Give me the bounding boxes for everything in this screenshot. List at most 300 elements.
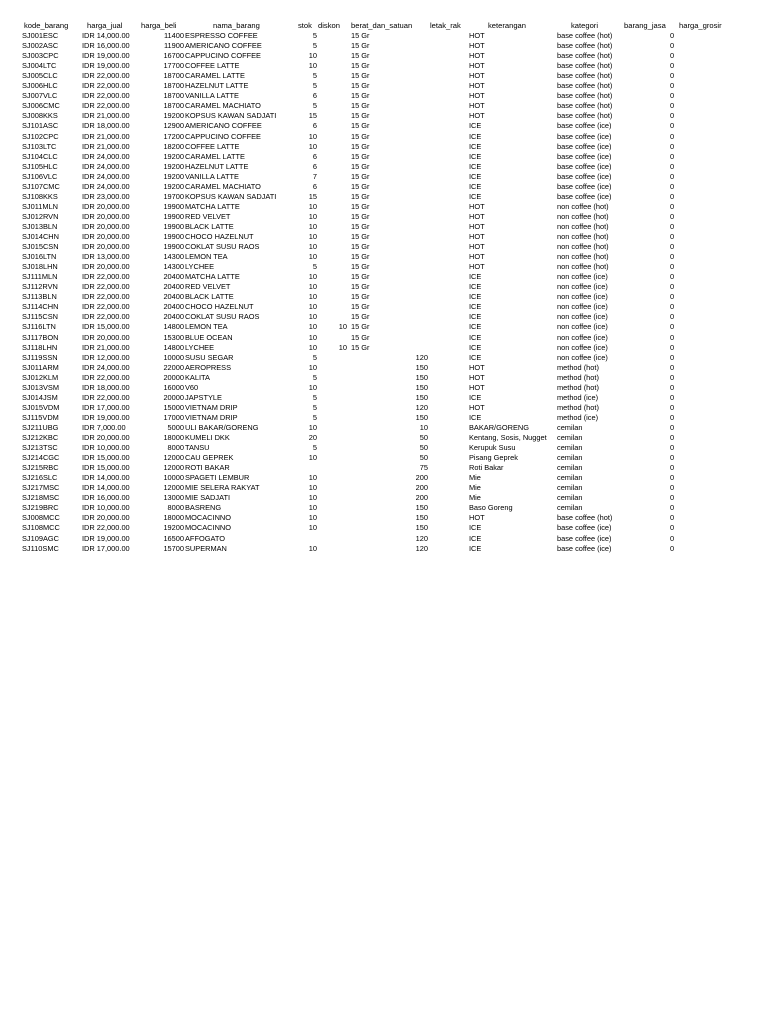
table-row xyxy=(0,162,768,172)
cell-stok: 10 xyxy=(308,51,317,61)
cell-nama-barang: SUSU SEGAR xyxy=(185,352,234,362)
cell-nama-barang: TANSU xyxy=(185,443,210,453)
cell-harga-jual: IDR 24,000.00 xyxy=(82,362,130,372)
cell-berat-dan-satuan: 15 Gr xyxy=(351,232,370,241)
cell-harga-jual: IDR 15,000.00 xyxy=(82,453,130,463)
cell-berat-dan-satuan: 15 Gr xyxy=(351,101,370,111)
cell-kode-barang: SJ217MSC xyxy=(22,483,60,493)
cell-harga-jual: IDR 22,000.00 xyxy=(82,282,130,292)
cell-nama-barang: MIE SELERA RAKYAT xyxy=(185,483,260,493)
cell-harga-jual: IDR 14,000.00 xyxy=(82,31,130,40)
cell-nama-barang: SUPERMAN xyxy=(185,543,227,553)
cell-kategori: base coffee (hot) xyxy=(557,111,613,121)
cell-nama-barang: MOCACINNO xyxy=(185,513,231,523)
cell-kode-barang: SJ006CMC xyxy=(22,101,60,111)
cell-kategori: non coffee (hot) xyxy=(557,242,609,252)
cell-kode-barang: SJ116LTN xyxy=(22,322,56,332)
cell-keterangan: HOT xyxy=(469,81,485,91)
cell-harga-jual: IDR 10,000.00 xyxy=(82,443,130,453)
cell-barang-jasa: 0 xyxy=(670,473,675,483)
cell-harga-beli: 22000 xyxy=(163,362,184,372)
table-row xyxy=(0,483,768,493)
cell-letak-rak: 75 xyxy=(419,463,428,473)
cell-berat-dan-satuan: 15 Gr xyxy=(351,61,370,71)
cell-harga-beli: 17700 xyxy=(163,61,184,71)
cell-keterangan: ICE xyxy=(469,332,482,342)
cell-nama-barang: JAPSTYLE xyxy=(185,392,222,402)
cell-barang-jasa: 0 xyxy=(670,493,675,503)
table-row xyxy=(0,222,768,232)
cell-kategori: cemilan xyxy=(557,483,583,493)
cell-harga-jual: IDR 15,000.00 xyxy=(82,322,130,332)
cell-stok: 10 xyxy=(308,422,317,432)
cell-harga-beli: 20400 xyxy=(163,272,184,282)
cell-stok: 5 xyxy=(312,372,317,382)
cell-nama-barang: COKLAT SUSU RAOS xyxy=(185,312,260,322)
cell-stok: 10 xyxy=(308,131,317,141)
cell-kode-barang: SJ008MCC xyxy=(22,513,60,523)
table-row xyxy=(0,312,768,322)
cell-stok: 5 xyxy=(312,101,317,111)
cell-kode-barang: SJ213TSC xyxy=(22,443,58,453)
cell-nama-barang: COFFEE LATTE xyxy=(185,61,240,71)
cell-stok: 10 xyxy=(308,252,317,262)
cell-kategori: cemilan xyxy=(557,422,583,432)
cell-stok: 10 xyxy=(308,61,317,71)
cell-barang-jasa: 0 xyxy=(670,141,675,151)
cell-nama-barang: AMERICANO COFFEE xyxy=(185,41,262,51)
cell-harga-beli: 5000 xyxy=(167,422,184,432)
cell-harga-jual: IDR 22,000.00 xyxy=(82,292,130,302)
cell-kode-barang: SJ109AGC xyxy=(22,533,59,543)
cell-keterangan: HOT xyxy=(469,31,485,40)
cell-barang-jasa: 0 xyxy=(670,392,675,402)
cell-harga-jual: IDR 21,000.00 xyxy=(82,111,130,121)
cell-stok: 5 xyxy=(312,71,317,81)
cell-keterangan: HOT xyxy=(469,382,485,392)
cell-stok: 10 xyxy=(308,282,317,292)
cell-harga-jual: IDR 20,000.00 xyxy=(82,232,130,241)
cell-berat-dan-satuan: 15 Gr xyxy=(351,141,370,151)
cell-keterangan: ICE xyxy=(469,523,482,533)
cell-harga-beli: 16500 xyxy=(163,533,184,543)
cell-nama-barang: CARAMEL LATTE xyxy=(185,71,245,81)
cell-harga-jual: IDR 10,000.00 xyxy=(82,503,130,513)
cell-harga-beli: 16700 xyxy=(163,51,184,61)
cell-harga-beli: 19200 xyxy=(163,151,184,161)
cell-berat-dan-satuan: 15 Gr xyxy=(351,131,370,141)
cell-stok: 10 xyxy=(308,232,317,241)
cell-barang-jasa: 0 xyxy=(670,201,675,211)
cell-barang-jasa: 0 xyxy=(670,483,675,493)
cell-harga-jual: IDR 14,000.00 xyxy=(82,473,130,483)
cell-kategori: base coffee (ice) xyxy=(557,131,612,141)
cell-nama-barang: LEMON TEA xyxy=(185,252,228,262)
cell-kategori: non coffee (hot) xyxy=(557,252,609,262)
cell-keterangan: HOT xyxy=(469,242,485,252)
column-header-berat-dan-satuan: berat_dan_satuan xyxy=(351,21,413,30)
cell-kode-barang: SJ102CPC xyxy=(22,131,59,141)
cell-nama-barang: MIE SADJATI xyxy=(185,493,231,503)
cell-berat-dan-satuan: 15 Gr xyxy=(351,252,370,262)
cell-letak-rak: 150 xyxy=(415,513,428,523)
cell-berat-dan-satuan: 15 Gr xyxy=(351,51,370,61)
table-row xyxy=(0,353,768,363)
cell-harga-beli: 17000 xyxy=(163,412,184,422)
cell-nama-barang: VANILLA LATTE xyxy=(185,171,239,181)
cell-nama-barang: AFFOGATO xyxy=(185,533,225,543)
cell-barang-jasa: 0 xyxy=(670,121,675,131)
cell-nama-barang: COFFEE LATTE xyxy=(185,141,240,151)
cell-kategori: non coffee (hot) xyxy=(557,262,609,272)
table-row xyxy=(0,544,768,554)
table-row xyxy=(0,493,768,503)
cell-harga-jual: IDR 20,000.00 xyxy=(82,221,130,231)
cell-keterangan: HOT xyxy=(469,41,485,51)
cell-harga-beli: 20400 xyxy=(163,282,184,292)
cell-letak-rak: 120 xyxy=(415,543,428,553)
cell-harga-jual: IDR 20,000.00 xyxy=(82,201,130,211)
cell-keterangan: HOT xyxy=(469,91,485,101)
cell-barang-jasa: 0 xyxy=(670,131,675,141)
table-row xyxy=(0,443,768,453)
cell-letak-rak: 150 xyxy=(415,412,428,422)
cell-barang-jasa: 0 xyxy=(670,252,675,262)
cell-keterangan: Kerupuk Susu xyxy=(469,443,516,453)
cell-stok: 10 xyxy=(308,543,317,553)
cell-stok: 5 xyxy=(312,41,317,51)
cell-kode-barang: SJ215RBC xyxy=(22,463,59,473)
cell-letak-rak: 150 xyxy=(415,362,428,372)
cell-keterangan: Roti Bakar xyxy=(469,463,504,473)
cell-nama-barang: KOPSUS KAWAN SADJATI xyxy=(185,111,277,121)
cell-stok: 10 xyxy=(308,493,317,503)
cell-stok: 10 xyxy=(308,523,317,533)
cell-harga-beli: 12000 xyxy=(163,463,184,473)
cell-stok: 10 xyxy=(308,272,317,282)
cell-berat-dan-satuan: 15 Gr xyxy=(351,282,370,292)
cell-keterangan: HOT xyxy=(469,372,485,382)
cell-stok: 5 xyxy=(312,392,317,402)
cell-barang-jasa: 0 xyxy=(670,513,675,523)
cell-nama-barang: KALITA xyxy=(185,372,210,382)
cell-barang-jasa: 0 xyxy=(670,71,675,81)
cell-keterangan: HOT xyxy=(469,201,485,211)
cell-harga-beli: 19200 xyxy=(163,523,184,533)
cell-barang-jasa: 0 xyxy=(670,503,675,513)
cell-kategori: base coffee (ice) xyxy=(557,191,612,201)
table-row xyxy=(0,232,768,242)
cell-kategori: base coffee (hot) xyxy=(557,81,613,91)
cell-kategori: method (ice) xyxy=(557,392,599,402)
cell-harga-jual: IDR 22,000.00 xyxy=(82,91,130,101)
cell-harga-beli: 18700 xyxy=(163,101,184,111)
cell-nama-barang: VIETNAM DRIP xyxy=(185,402,238,412)
cell-kode-barang: SJ110SMC xyxy=(22,543,59,553)
cell-nama-barang: CARAMEL MACHIATO xyxy=(185,101,261,111)
cell-diskon: 10 xyxy=(338,342,347,352)
cell-barang-jasa: 0 xyxy=(670,191,675,201)
cell-nama-barang: LYCHEE xyxy=(185,342,215,352)
cell-stok: 6 xyxy=(312,151,317,161)
cell-nama-barang: RED VELVET xyxy=(185,211,231,221)
cell-keterangan: Baso Goreng xyxy=(469,503,513,513)
table-row xyxy=(0,192,768,202)
cell-keterangan: Kentang, Sosis, Nugget xyxy=(469,433,547,442)
cell-kode-barang: SJ105HLC xyxy=(22,161,58,171)
cell-keterangan: Pisang Geprek xyxy=(469,453,518,463)
cell-kode-barang: SJ006HLC xyxy=(22,81,58,91)
cell-harga-jual: IDR 19,000.00 xyxy=(82,533,130,543)
cell-barang-jasa: 0 xyxy=(670,111,675,121)
cell-kategori: base coffee (hot) xyxy=(557,31,613,40)
cell-harga-jual: IDR 24,000.00 xyxy=(82,171,130,181)
cell-barang-jasa: 0 xyxy=(670,81,675,91)
cell-keterangan: HOT xyxy=(469,362,485,372)
cell-harga-beli: 10000 xyxy=(163,473,184,483)
cell-keterangan: HOT xyxy=(469,51,485,61)
cell-harga-beli: 17200 xyxy=(163,131,184,141)
cell-kode-barang: SJ004LTC xyxy=(22,61,57,71)
cell-harga-beli: 19200 xyxy=(163,111,184,121)
cell-barang-jasa: 0 xyxy=(670,211,675,221)
table-row xyxy=(0,71,768,81)
cell-keterangan: ICE xyxy=(469,272,482,282)
cell-harga-jual: IDR 24,000.00 xyxy=(82,161,130,171)
cell-berat-dan-satuan: 15 Gr xyxy=(351,292,370,302)
table-row xyxy=(0,302,768,312)
column-header-barang-jasa: barang_jasa xyxy=(624,21,666,30)
cell-stok: 6 xyxy=(312,91,317,101)
cell-kategori: base coffee (ice) xyxy=(557,141,612,151)
cell-kategori: non coffee (hot) xyxy=(557,211,609,221)
cell-harga-jual: IDR 20,000.00 xyxy=(82,433,130,442)
cell-nama-barang: HAZELNUT LATTE xyxy=(185,161,249,171)
cell-harga-beli: 14800 xyxy=(163,342,184,352)
cell-harga-jual: IDR 24,000.00 xyxy=(82,151,130,161)
cell-nama-barang: CHOCO HAZELNUT xyxy=(185,302,254,312)
cell-nama-barang: SPAGETI LEMBUR xyxy=(185,473,250,483)
cell-harga-beli: 18000 xyxy=(163,433,184,442)
cell-nama-barang: ESPRESSO COFFEE xyxy=(185,31,258,40)
cell-harga-jual: IDR 19,000.00 xyxy=(82,412,130,422)
cell-harga-jual: IDR 18,000.00 xyxy=(82,382,130,392)
cell-harga-jual: IDR 7,000.00 xyxy=(82,422,126,432)
cell-stok: 5 xyxy=(312,352,317,362)
cell-kategori: non coffee (ice) xyxy=(557,352,608,362)
cell-stok: 5 xyxy=(312,262,317,272)
cell-harga-jual: IDR 19,000.00 xyxy=(82,61,130,71)
cell-berat-dan-satuan: 15 Gr xyxy=(351,31,370,40)
cell-kategori: base coffee (hot) xyxy=(557,51,613,61)
cell-kode-barang: SJ015VDM xyxy=(22,402,60,412)
cell-nama-barang: BLACK LATTE xyxy=(185,221,234,231)
cell-stok: 10 xyxy=(308,473,317,483)
cell-barang-jasa: 0 xyxy=(670,362,675,372)
cell-barang-jasa: 0 xyxy=(670,533,675,543)
cell-barang-jasa: 0 xyxy=(670,372,675,382)
cell-stok: 15 xyxy=(308,111,317,121)
cell-stok: 6 xyxy=(312,181,317,191)
cell-kode-barang: SJ007VLC xyxy=(22,91,58,101)
cell-letak-rak: 200 xyxy=(415,493,428,503)
cell-berat-dan-satuan: 15 Gr xyxy=(351,181,370,191)
cell-nama-barang: CARAMEL MACHIATO xyxy=(185,181,261,191)
cell-keterangan: Mie xyxy=(469,473,481,483)
table-row xyxy=(0,182,768,192)
cell-harga-jual: IDR 16,000.00 xyxy=(82,41,130,51)
table-row xyxy=(0,343,768,353)
cell-barang-jasa: 0 xyxy=(670,232,675,241)
cell-barang-jasa: 0 xyxy=(670,31,675,40)
cell-nama-barang: VANILLA LATTE xyxy=(185,91,239,101)
cell-stok: 6 xyxy=(312,121,317,131)
cell-stok: 6 xyxy=(312,161,317,171)
cell-letak-rak: 120 xyxy=(415,352,428,362)
cell-stok: 10 xyxy=(308,342,317,352)
cell-harga-beli: 14800 xyxy=(163,322,184,332)
cell-keterangan: HOT xyxy=(469,221,485,231)
table-row xyxy=(0,373,768,383)
cell-nama-barang: CARAMEL LATTE xyxy=(185,151,245,161)
cell-kode-barang: SJ219BRC xyxy=(22,503,59,513)
cell-berat-dan-satuan: 15 Gr xyxy=(351,121,370,131)
cell-keterangan: HOT xyxy=(469,71,485,81)
cell-keterangan: HOT xyxy=(469,101,485,111)
cell-letak-rak: 150 xyxy=(415,523,428,533)
cell-kode-barang: SJ101ASC xyxy=(22,121,59,131)
table-row xyxy=(0,513,768,523)
column-header-harga-beli: harga_beli xyxy=(141,21,177,30)
cell-kode-barang: SJ106VLC xyxy=(22,171,58,181)
cell-barang-jasa: 0 xyxy=(670,292,675,302)
cell-keterangan: ICE xyxy=(469,543,482,553)
cell-stok: 10 xyxy=(308,362,317,372)
table-row xyxy=(0,282,768,292)
cell-diskon: 10 xyxy=(338,322,347,332)
cell-harga-beli: 14300 xyxy=(163,252,184,262)
cell-nama-barang: CAU GEPREK xyxy=(185,453,234,463)
cell-berat-dan-satuan: 15 Gr xyxy=(351,211,370,221)
cell-keterangan: HOT xyxy=(469,61,485,71)
cell-kategori: base coffee (ice) xyxy=(557,171,612,181)
cell-kategori: method (hot) xyxy=(557,382,599,392)
table-row xyxy=(0,333,768,343)
cell-stok: 10 xyxy=(308,242,317,252)
table-row xyxy=(0,81,768,91)
cell-letak-rak: 10 xyxy=(419,422,428,432)
cell-stok: 10 xyxy=(308,141,317,151)
cell-berat-dan-satuan: 15 Gr xyxy=(351,201,370,211)
cell-kode-barang: SJ014JSM xyxy=(22,392,58,402)
cell-letak-rak: 50 xyxy=(419,443,428,453)
cell-nama-barang: LEMON TEA xyxy=(185,322,228,332)
table-row xyxy=(0,91,768,101)
cell-harga-beli: 20400 xyxy=(163,312,184,322)
cell-harga-jual: IDR 22,000.00 xyxy=(82,302,130,312)
cell-stok: 10 xyxy=(308,292,317,302)
cell-harga-beli: 11400 xyxy=(163,31,184,40)
cell-keterangan: ICE xyxy=(469,141,482,151)
cell-berat-dan-satuan: 15 Gr xyxy=(351,322,370,332)
table-row xyxy=(0,51,768,61)
cell-kode-barang: SJ013BLN xyxy=(22,221,58,231)
cell-kode-barang: SJ107CMC xyxy=(22,181,60,191)
cell-stok: 10 xyxy=(308,211,317,221)
cell-kategori: cemilan xyxy=(557,443,583,453)
cell-berat-dan-satuan: 15 Gr xyxy=(351,151,370,161)
cell-letak-rak: 150 xyxy=(415,382,428,392)
cell-harga-beli: 18700 xyxy=(163,81,184,91)
cell-harga-beli: 18200 xyxy=(163,141,184,151)
cell-stok: 10 xyxy=(308,513,317,523)
cell-kategori: method (ice) xyxy=(557,412,599,422)
cell-kode-barang: SJ113BLN xyxy=(22,292,57,302)
cell-kategori: cemilan xyxy=(557,473,583,483)
cell-kode-barang: SJ115CSN xyxy=(22,312,59,322)
cell-nama-barang: ROTI BAKAR xyxy=(185,463,230,473)
cell-berat-dan-satuan: 15 Gr xyxy=(351,41,370,51)
cell-stok: 5 xyxy=(312,443,317,453)
cell-barang-jasa: 0 xyxy=(670,352,675,362)
cell-keterangan: ICE xyxy=(469,161,482,171)
cell-harga-jual: IDR 22,000.00 xyxy=(82,272,130,282)
cell-berat-dan-satuan: 15 Gr xyxy=(351,81,370,91)
cell-harga-beli: 19700 xyxy=(163,191,184,201)
cell-keterangan: ICE xyxy=(469,292,482,302)
cell-kode-barang: SJ108MCC xyxy=(22,523,60,533)
table-row xyxy=(0,242,768,252)
cell-letak-rak: 150 xyxy=(415,372,428,382)
cell-harga-beli: 12000 xyxy=(163,483,184,493)
cell-keterangan: ICE xyxy=(469,342,482,352)
cell-kategori: cemilan xyxy=(557,453,583,463)
cell-stok: 10 xyxy=(308,322,317,332)
cell-harga-jual: IDR 22,000.00 xyxy=(82,392,130,402)
cell-barang-jasa: 0 xyxy=(670,302,675,312)
cell-nama-barang: MOCACINNO xyxy=(185,523,231,533)
cell-harga-beli: 12000 xyxy=(163,453,184,463)
cell-kode-barang: SJ117BON xyxy=(22,332,59,342)
cell-barang-jasa: 0 xyxy=(670,433,675,442)
column-header-kode-barang: kode_barang xyxy=(24,21,69,30)
column-header-letak-rak: letak_rak xyxy=(430,21,461,30)
table-row xyxy=(0,393,768,403)
cell-harga-jual: IDR 21,000.00 xyxy=(82,141,130,151)
cell-stok: 10 xyxy=(308,503,317,513)
cell-barang-jasa: 0 xyxy=(670,262,675,272)
cell-harga-beli: 12900 xyxy=(163,121,184,131)
cell-kategori: non coffee (hot) xyxy=(557,232,609,241)
cell-keterangan: ICE xyxy=(469,171,482,181)
cell-stok: 10 xyxy=(308,302,317,312)
cell-stok: 20 xyxy=(308,433,317,442)
cell-harga-beli: 19200 xyxy=(163,171,184,181)
cell-kode-barang: SJ115VDM xyxy=(22,412,59,422)
cell-stok: 5 xyxy=(312,31,317,40)
cell-harga-beli: 19900 xyxy=(163,221,184,231)
table-row xyxy=(0,172,768,182)
cell-berat-dan-satuan: 15 Gr xyxy=(351,111,370,121)
cell-nama-barang: ULI BAKAR/GORENG xyxy=(185,422,259,432)
cell-berat-dan-satuan: 15 Gr xyxy=(351,71,370,81)
cell-kategori: base coffee (ice) xyxy=(557,161,612,171)
table-row xyxy=(0,453,768,463)
cell-harga-beli: 15300 xyxy=(163,332,184,342)
cell-kode-barang: SJ108KKS xyxy=(22,191,58,201)
table-row xyxy=(0,152,768,162)
cell-keterangan: BAKAR/GORENG xyxy=(469,422,529,432)
